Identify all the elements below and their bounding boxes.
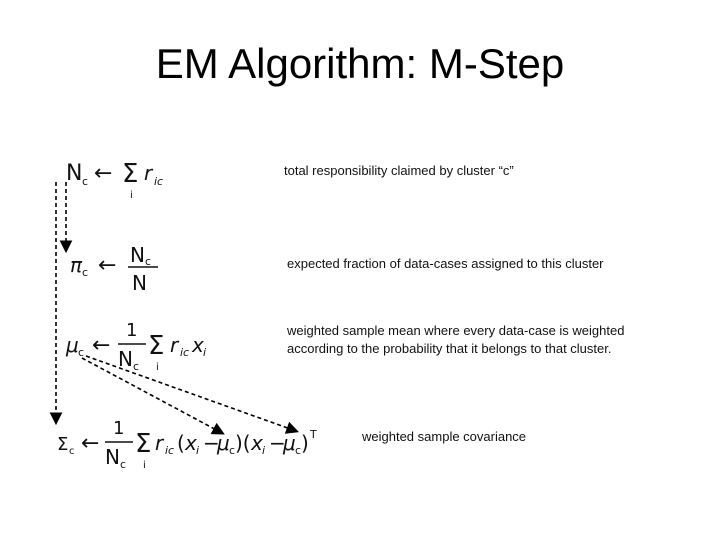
svg-text:(: ( (177, 431, 185, 455)
svg-text:c: c (82, 266, 89, 279)
svg-text:i: i (262, 444, 266, 457)
svg-text:←: ← (81, 431, 100, 456)
svg-text:c: c (82, 175, 89, 188)
svg-text:i: i (143, 460, 146, 471)
description-muc-line1: weighted sample mean where every data-case is weighted (287, 323, 625, 338)
description-muc-line2: according to the probability that it belongs to that cluster. (287, 341, 612, 356)
svg-text:c: c (145, 255, 152, 268)
svg-text:μ: μ (217, 431, 230, 455)
svg-text:i: i (156, 362, 159, 373)
svg-text:μ: μ (283, 431, 296, 455)
svg-text:1: 1 (113, 418, 125, 439)
svg-text:c: c (295, 444, 302, 457)
svg-text:ic: ic (165, 444, 175, 457)
svg-text:c: c (120, 458, 127, 471)
svg-text:N: N (66, 161, 83, 186)
svg-text:μ: μ (66, 333, 79, 357)
svg-text:Σ: Σ (122, 159, 139, 189)
svg-text:T: T (310, 428, 317, 441)
svg-text:c: c (229, 444, 236, 457)
svg-text:x: x (251, 431, 263, 455)
svg-text:x: x (192, 333, 204, 357)
svg-text:N: N (105, 445, 120, 469)
svg-text:N: N (130, 243, 145, 267)
svg-text:i: i (196, 444, 200, 457)
formula-sigmac (55, 414, 330, 474)
formula-nc (60, 150, 180, 202)
svg-text:)(: )( (235, 431, 251, 455)
formula-muc (60, 314, 220, 374)
description-nc: total responsibility claimed by cluster “c” (284, 163, 514, 178)
svg-text:←: ← (98, 253, 117, 278)
svg-text:←: ← (94, 161, 113, 186)
svg-text:x: x (185, 431, 197, 455)
svg-text:r: r (144, 161, 153, 185)
svg-text:N: N (132, 271, 147, 295)
svg-text:ic: ic (180, 346, 190, 359)
svg-text:1: 1 (126, 320, 138, 341)
svg-text:): ) (301, 431, 309, 455)
svg-text:ic: ic (154, 175, 164, 188)
svg-text:c: c (69, 446, 75, 457)
svg-text:−: − (269, 431, 286, 455)
svg-text:Σ: Σ (135, 429, 152, 459)
svg-text:−: − (203, 431, 220, 455)
svg-text:Σ: Σ (57, 434, 69, 455)
description-pic: expected fraction of data-cases assigned to this cluster (287, 256, 604, 271)
svg-text:Σ: Σ (148, 331, 165, 361)
svg-text:π: π (70, 253, 83, 277)
formula-pic (60, 236, 170, 296)
svg-text:r: r (155, 431, 164, 455)
description-muc (287, 322, 624, 358)
svg-text:r: r (170, 333, 179, 357)
svg-text:i: i (130, 190, 133, 201)
svg-text:c: c (133, 360, 140, 373)
slide-title: EM Algorithm: M-Step (155, 40, 565, 87)
svg-text:N: N (118, 347, 133, 371)
svg-text:c: c (78, 346, 85, 359)
svg-text:i: i (203, 346, 207, 359)
description-sigmac: weighted sample covariance (362, 429, 527, 444)
svg-text:←: ← (92, 333, 111, 358)
